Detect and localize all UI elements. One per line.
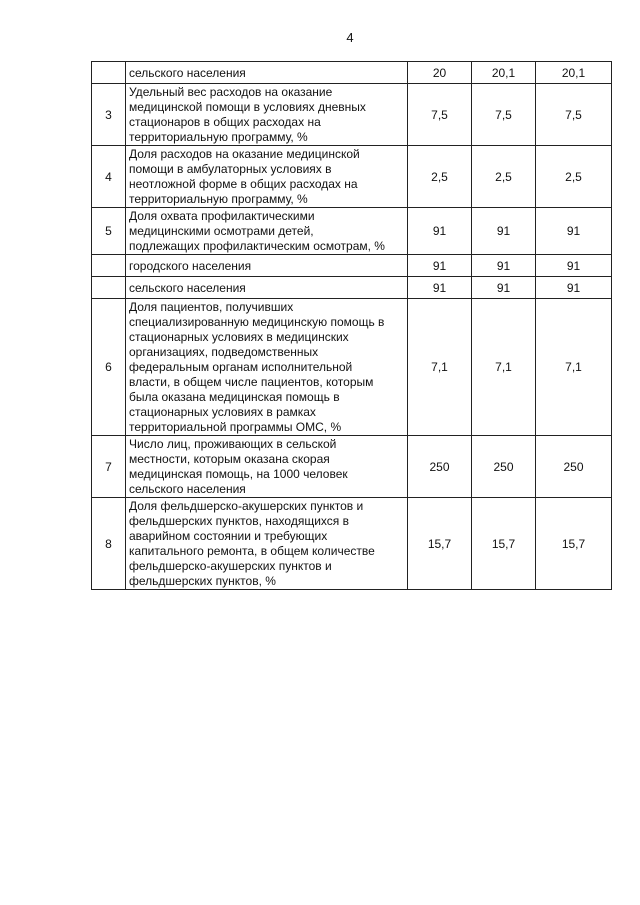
indicator-description bbox=[126, 299, 408, 436]
description-line: медицинской помощи в условиях дневных bbox=[129, 100, 366, 114]
table-row bbox=[92, 277, 612, 299]
value-cell-year-2: 91 bbox=[472, 255, 536, 277]
value-cell-year-3: 15,7 bbox=[536, 498, 612, 590]
value-cell-year-2: 91 bbox=[472, 208, 536, 255]
description-line: аварийном состоянии и требующих bbox=[129, 529, 328, 543]
table-row bbox=[92, 146, 612, 208]
value-cell-year-2: 15,7 bbox=[472, 498, 536, 590]
description-line: медицинская помощь, на 1000 человек bbox=[129, 467, 348, 481]
description-line: городского населения bbox=[129, 258, 252, 273]
value-cell-year-2: 7,1 bbox=[472, 299, 536, 436]
value-cell-year-3: 91 bbox=[536, 277, 612, 299]
description-line: фельдшерских пунктов, % bbox=[129, 574, 276, 588]
row-number: 5 bbox=[92, 208, 126, 255]
indicator-description bbox=[126, 498, 408, 590]
description-line: стационарных условиях в медицинских bbox=[129, 330, 349, 344]
description-line: территориальную программу, % bbox=[129, 192, 308, 206]
value-cell-year-3: 250 bbox=[536, 436, 612, 498]
table-row bbox=[92, 62, 612, 84]
value-cell-year-1: 7,5 bbox=[408, 84, 472, 146]
description-line: организациях, подведомственных bbox=[129, 345, 319, 359]
description-line: стационаров в общих расходах на bbox=[129, 115, 321, 129]
description-line: стационарных условиях в рамках bbox=[129, 405, 316, 419]
table-body bbox=[92, 62, 612, 590]
table-row bbox=[92, 84, 612, 146]
description-line: медицинскими осмотрами детей, bbox=[129, 224, 314, 238]
row-number: 6 bbox=[92, 299, 126, 436]
description-line: федеральным органам исполнительной bbox=[129, 360, 353, 374]
table-row bbox=[92, 436, 612, 498]
value-cell-year-1: 250 bbox=[408, 436, 472, 498]
table-row bbox=[92, 255, 612, 277]
value-cell-year-2: 7,5 bbox=[472, 84, 536, 146]
description-line: Доля пациентов, получивших bbox=[129, 300, 294, 314]
description-line: фельдшерско-акушерских пунктов и bbox=[129, 559, 332, 573]
page-number: 4 bbox=[346, 30, 354, 45]
description-line: помощи в амбулаторных условиях в bbox=[129, 162, 332, 176]
description-line: Доля фельдшерско-акушерских пунктов и bbox=[129, 499, 364, 513]
value-cell-year-2: 2,5 bbox=[472, 146, 536, 208]
indicator-description bbox=[126, 208, 408, 255]
value-cell-year-3: 2,5 bbox=[536, 146, 612, 208]
value-cell-year-2: 91 bbox=[472, 277, 536, 299]
description-line: Число лиц, проживающих в сельской bbox=[129, 437, 337, 451]
indicator-description bbox=[126, 62, 408, 84]
table-row bbox=[92, 498, 612, 590]
description-line: фельдшерских пунктов, находящихся в bbox=[129, 514, 349, 528]
row-number: 8 bbox=[92, 498, 126, 590]
value-cell-year-3: 91 bbox=[536, 208, 612, 255]
indicator-description bbox=[126, 255, 408, 277]
row-number: 7 bbox=[92, 436, 126, 498]
value-cell-year-2: 20,1 bbox=[472, 62, 536, 84]
value-cell-year-1: 91 bbox=[408, 208, 472, 255]
row-number bbox=[92, 255, 126, 277]
value-cell-year-3: 20,1 bbox=[536, 62, 612, 84]
description-line: территориальную программу, % bbox=[129, 130, 308, 144]
row-number bbox=[92, 62, 126, 84]
value-cell-year-1: 2,5 bbox=[408, 146, 472, 208]
value-cell-year-1: 20 bbox=[408, 62, 472, 84]
description-line: местности, которым оказана скорая bbox=[129, 452, 330, 466]
value-cell-year-3: 91 bbox=[536, 255, 612, 277]
description-line: была оказана медицинская помощь в bbox=[129, 390, 340, 404]
description-line: сельского населения bbox=[129, 65, 246, 80]
value-cell-year-1: 91 bbox=[408, 255, 472, 277]
indicator-description bbox=[126, 146, 408, 208]
table-row bbox=[92, 299, 612, 436]
row-number: 3 bbox=[92, 84, 126, 146]
row-number bbox=[92, 277, 126, 299]
table-row bbox=[92, 208, 612, 255]
indicator-table bbox=[91, 61, 612, 590]
description-line: Доля расходов на оказание медицинской bbox=[129, 147, 360, 161]
description-line: специализированную медицинскую помощь в bbox=[129, 315, 385, 329]
value-cell-year-3: 7,5 bbox=[536, 84, 612, 146]
description-line: Доля охвата профилактическими bbox=[129, 209, 315, 223]
description-line: территориальной программы ОМС, % bbox=[129, 420, 342, 434]
description-line: сельского населения bbox=[129, 280, 246, 295]
value-cell-year-3: 7,1 bbox=[536, 299, 612, 436]
value-cell-year-1: 15,7 bbox=[408, 498, 472, 590]
description-line: капитального ремонта, в общем количестве bbox=[129, 544, 375, 558]
indicator-description bbox=[126, 436, 408, 498]
description-line: Удельный вес расходов на оказание bbox=[129, 85, 333, 99]
value-cell-year-2: 250 bbox=[472, 436, 536, 498]
indicator-description bbox=[126, 84, 408, 146]
value-cell-year-1: 91 bbox=[408, 277, 472, 299]
indicator-description bbox=[126, 277, 408, 299]
description-line: подлежащих профилактическим осмотрам, % bbox=[129, 239, 385, 253]
description-line: власти, в общем числе пациентов, которым bbox=[129, 375, 374, 389]
row-number: 4 bbox=[92, 146, 126, 208]
description-line: сельского населения bbox=[129, 482, 246, 496]
description-line: неотложной форме в общих расходах на bbox=[129, 177, 358, 191]
value-cell-year-1: 7,1 bbox=[408, 299, 472, 436]
